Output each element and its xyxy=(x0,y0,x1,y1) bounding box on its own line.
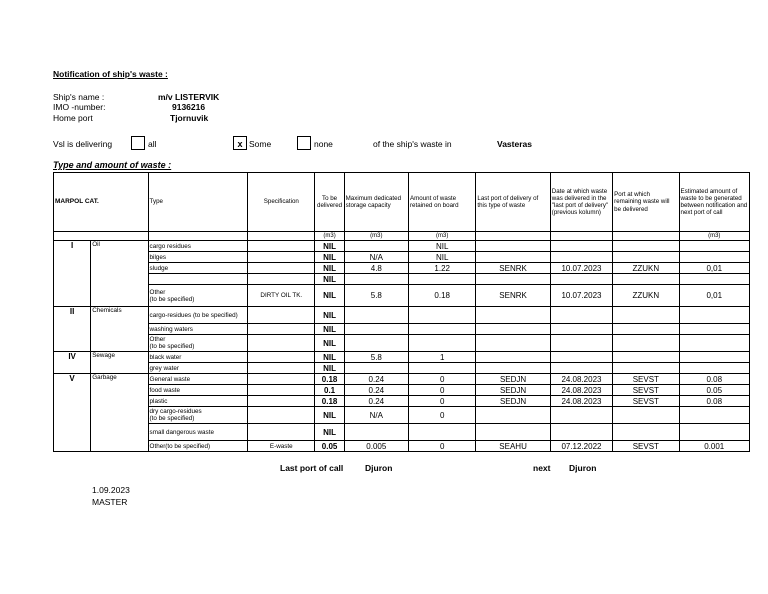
cell-deliver: 0.1 xyxy=(315,385,344,396)
cell-retained: 0 xyxy=(409,396,476,407)
cell-max: 0.005 xyxy=(344,441,408,452)
header-type: Type xyxy=(148,173,248,232)
cell-portat xyxy=(613,335,679,352)
waste-spec xyxy=(248,385,315,396)
cell-deliver: NIL xyxy=(315,285,344,307)
cell-retained xyxy=(409,424,476,441)
cell-date: 24.08.2023 xyxy=(550,385,612,396)
next-port-label: next xyxy=(533,463,551,473)
all-label: all xyxy=(148,139,157,149)
waste-table xyxy=(53,172,750,452)
cell-date xyxy=(550,252,612,263)
waste-spec xyxy=(248,363,315,374)
cell-lastport: SEDJN xyxy=(476,374,550,385)
next-port-value: Djuron xyxy=(569,463,597,473)
waste-spec xyxy=(248,241,315,252)
cell-date: 10.07.2023 xyxy=(550,263,612,274)
cell-est xyxy=(679,307,749,324)
units-row xyxy=(54,232,750,241)
signature-role: MASTER xyxy=(92,497,128,507)
cell-lastport xyxy=(476,363,550,374)
cell-date xyxy=(550,335,612,352)
signature-date: 1.09.2023 xyxy=(92,485,130,495)
cell-deliver: 0.18 xyxy=(315,396,344,407)
cell-est xyxy=(679,241,749,252)
marpol-category-number: IV xyxy=(54,352,91,374)
cell-portat xyxy=(613,363,679,374)
table-row xyxy=(54,396,750,407)
waste-type: food waste xyxy=(148,385,248,396)
cell-max xyxy=(344,241,408,252)
cell-date: 10.07.2023 xyxy=(550,285,612,307)
cell-lastport: SENRK xyxy=(476,285,550,307)
cell-max xyxy=(344,324,408,335)
cell-retained: NIL xyxy=(409,252,476,263)
cell-deliver: NIL xyxy=(315,407,344,424)
header-cat: MARPOL CAT. xyxy=(54,173,149,232)
waste-spec xyxy=(248,424,315,441)
marpol-category-number: II xyxy=(54,307,91,352)
home-port-label: Home port xyxy=(53,113,93,123)
cell-deliver: 0.18 xyxy=(315,374,344,385)
waste-spec: E-waste xyxy=(248,441,315,452)
table-row xyxy=(54,363,750,374)
cell-deliver: 0.05 xyxy=(315,441,344,452)
cell-est xyxy=(679,363,749,374)
form-title: Notification of ship's waste : xyxy=(53,69,168,79)
waste-spec xyxy=(248,307,315,324)
cell-retained xyxy=(409,324,476,335)
cell-retained: 0 xyxy=(409,374,476,385)
waste-type: small dangerous waste xyxy=(148,424,248,441)
cell-portat: SEVST xyxy=(613,385,679,396)
cell-est xyxy=(679,407,749,424)
table-row xyxy=(54,374,750,385)
marpol-category-number: V xyxy=(54,374,91,452)
imo-label: IMO -number: xyxy=(53,102,106,112)
cell-deliver: NIL xyxy=(315,363,344,374)
header-deliver: To be delivered xyxy=(315,173,344,232)
cell-date xyxy=(550,241,612,252)
cell-deliver: NIL xyxy=(315,324,344,335)
table-row xyxy=(54,252,750,263)
cell-retained xyxy=(409,363,476,374)
cell-max: N/A xyxy=(344,407,408,424)
unit-deliver: (m3) xyxy=(315,232,344,241)
waste-type: plastic xyxy=(148,396,248,407)
cell-max: 0.24 xyxy=(344,396,408,407)
none-label: none xyxy=(314,139,333,149)
cell-deliver: NIL xyxy=(315,335,344,352)
cell-est: 0.05 xyxy=(679,385,749,396)
cell-max xyxy=(344,424,408,441)
table-row xyxy=(54,285,750,307)
delivery-port: Vasteras xyxy=(497,139,532,149)
imo-number: 9136216 xyxy=(172,102,206,112)
cell-date: 24.08.2023 xyxy=(550,396,612,407)
cell-max xyxy=(344,335,408,352)
cell-portat xyxy=(613,407,679,424)
cell-est xyxy=(679,252,749,263)
cell-retained: 0.18 xyxy=(409,285,476,307)
all-checkbox[interactable] xyxy=(131,136,145,150)
cell-portat: SEVST xyxy=(613,396,679,407)
cell-portat: SEVST xyxy=(613,374,679,385)
cell-est xyxy=(679,274,749,285)
table-row xyxy=(54,307,750,324)
cell-date xyxy=(550,407,612,424)
waste-spec xyxy=(248,274,315,285)
unit-est: (m3) xyxy=(679,232,749,241)
last-port-value: Djuron xyxy=(365,463,393,473)
waste-type: Other (to be specified) xyxy=(148,285,248,307)
waste-spec xyxy=(248,335,315,352)
cell-lastport: SENRK xyxy=(476,263,550,274)
marpol-category-number: I xyxy=(54,241,91,307)
marpol-category-name: Oil xyxy=(91,241,148,307)
cell-max: 4.8 xyxy=(344,263,408,274)
section-title: Type and amount of waste : xyxy=(53,160,172,170)
cell-deliver: NIL xyxy=(315,263,344,274)
cell-est xyxy=(679,335,749,352)
waste-spec xyxy=(248,407,315,424)
waste-type: Other(to be specified) xyxy=(148,441,248,452)
cell-lastport: SEDJN xyxy=(476,396,550,407)
cell-portat xyxy=(613,424,679,441)
cell-date: 24.08.2023 xyxy=(550,374,612,385)
home-port: Tjornuvik xyxy=(170,113,209,123)
cell-portat: SEVST xyxy=(613,441,679,452)
cell-date xyxy=(550,352,612,363)
cell-max: N/A xyxy=(344,252,408,263)
cell-lastport xyxy=(476,407,550,424)
cell-deliver: NIL xyxy=(315,424,344,441)
table-row xyxy=(54,352,750,363)
header-max: Maximum dedicated storage capacity xyxy=(344,173,408,232)
cell-portat xyxy=(613,324,679,335)
table-row xyxy=(54,241,750,252)
cell-retained xyxy=(409,335,476,352)
none-checkbox[interactable] xyxy=(297,136,311,150)
waste-spec xyxy=(248,352,315,363)
ship-name-label: Ship's name : xyxy=(53,92,105,102)
cell-est xyxy=(679,424,749,441)
waste-spec xyxy=(248,263,315,274)
unit-retained: (m3) xyxy=(409,232,476,241)
marpol-category-name: Chemicals xyxy=(91,307,148,352)
some-checkbox[interactable]: x xyxy=(233,136,247,150)
cell-retained: 0 xyxy=(409,441,476,452)
header-lastport: Last port of delivery of this type of waste xyxy=(476,173,550,232)
some-label: Some xyxy=(249,139,272,149)
table-row xyxy=(54,424,750,441)
delivering-suffix: of the ship's waste in xyxy=(373,139,452,149)
cell-lastport: SEDJN xyxy=(476,385,550,396)
cell-max: 0.24 xyxy=(344,374,408,385)
cell-est: 0,01 xyxy=(679,263,749,274)
cell-lastport xyxy=(476,324,550,335)
waste-spec xyxy=(248,252,315,263)
cell-date xyxy=(550,424,612,441)
cell-portat xyxy=(613,274,679,285)
cell-est: 0.001 xyxy=(679,441,749,452)
cell-portat: ZZUKN xyxy=(613,263,679,274)
table-row xyxy=(54,263,750,274)
waste-spec xyxy=(248,396,315,407)
cell-lastport xyxy=(476,274,550,285)
cell-date xyxy=(550,324,612,335)
cell-retained xyxy=(409,274,476,285)
table-row xyxy=(54,335,750,352)
header-portat: Port at which remaining waste will be delivered xyxy=(613,173,679,232)
waste-type xyxy=(148,274,248,285)
waste-type: washing waters xyxy=(148,324,248,335)
cell-max xyxy=(344,363,408,374)
cell-retained: 0 xyxy=(409,407,476,424)
waste-type: bilges xyxy=(148,252,248,263)
header-date: Date at which waste was delivered in the "last port of delivery" (previous kolumn) xyxy=(550,173,612,232)
cell-lastport: SEAHU xyxy=(476,441,550,452)
cell-est: 0.08 xyxy=(679,374,749,385)
table-row xyxy=(54,407,750,424)
cell-retained: 1.22 xyxy=(409,263,476,274)
cell-est: 0.08 xyxy=(679,396,749,407)
cell-portat xyxy=(613,352,679,363)
marpol-category-name: Garbage xyxy=(91,374,148,452)
waste-spec xyxy=(248,374,315,385)
cell-date: 07.12.2022 xyxy=(550,441,612,452)
cell-deliver: NIL xyxy=(315,352,344,363)
cell-date xyxy=(550,363,612,374)
cell-portat: ZZUKN xyxy=(613,285,679,307)
waste-type: cargo residues xyxy=(148,241,248,252)
waste-type: sludge xyxy=(148,263,248,274)
header-retained: Amount of waste retained on board xyxy=(409,173,476,232)
waste-type: dry cargo-residues (to be specified) xyxy=(148,407,248,424)
cell-est: 0,01 xyxy=(679,285,749,307)
header-row xyxy=(54,173,750,232)
waste-type: General waste xyxy=(148,374,248,385)
marpol-category-name: Sewage xyxy=(91,352,148,374)
table-row xyxy=(54,324,750,335)
cell-date xyxy=(550,274,612,285)
waste-spec: DIRTY OIL TK. xyxy=(248,285,315,307)
last-port-label: Last port of call xyxy=(280,463,344,473)
cell-max xyxy=(344,307,408,324)
cell-lastport xyxy=(476,352,550,363)
cell-lastport xyxy=(476,307,550,324)
cell-lastport xyxy=(476,424,550,441)
header-est: Estimated amount of waste to be generated between notification and next port of call xyxy=(679,173,749,232)
cell-deliver: NIL xyxy=(315,241,344,252)
cell-lastport xyxy=(476,252,550,263)
ship-name: m/v LISTERVIK xyxy=(158,92,220,102)
waste-type: grey water xyxy=(148,363,248,374)
cell-retained: 0 xyxy=(409,385,476,396)
delivering-label: Vsl is delivering xyxy=(53,139,113,149)
cell-lastport xyxy=(476,335,550,352)
cell-retained xyxy=(409,307,476,324)
cell-retained: NIL xyxy=(409,241,476,252)
table-row xyxy=(54,274,750,285)
cell-max: 5.8 xyxy=(344,285,408,307)
cell-est xyxy=(679,352,749,363)
cell-deliver: NIL xyxy=(315,307,344,324)
cell-max: 0.24 xyxy=(344,385,408,396)
waste-spec xyxy=(248,324,315,335)
cell-portat xyxy=(613,241,679,252)
cell-portat xyxy=(613,307,679,324)
waste-type: cargo-residues (to be specified) xyxy=(148,307,248,324)
table-row xyxy=(54,441,750,452)
header-spec: Specification xyxy=(248,173,315,232)
cell-deliver: NIL xyxy=(315,252,344,263)
cell-max xyxy=(344,274,408,285)
cell-retained: 1 xyxy=(409,352,476,363)
table-row xyxy=(54,385,750,396)
unit-max: (m3) xyxy=(344,232,408,241)
cell-est xyxy=(679,324,749,335)
cell-max: 5.8 xyxy=(344,352,408,363)
cell-portat xyxy=(613,252,679,263)
waste-type: black water xyxy=(148,352,248,363)
cell-lastport xyxy=(476,241,550,252)
waste-type: Other (to be specified) xyxy=(148,335,248,352)
cell-deliver: NIL xyxy=(315,274,344,285)
cell-date xyxy=(550,307,612,324)
